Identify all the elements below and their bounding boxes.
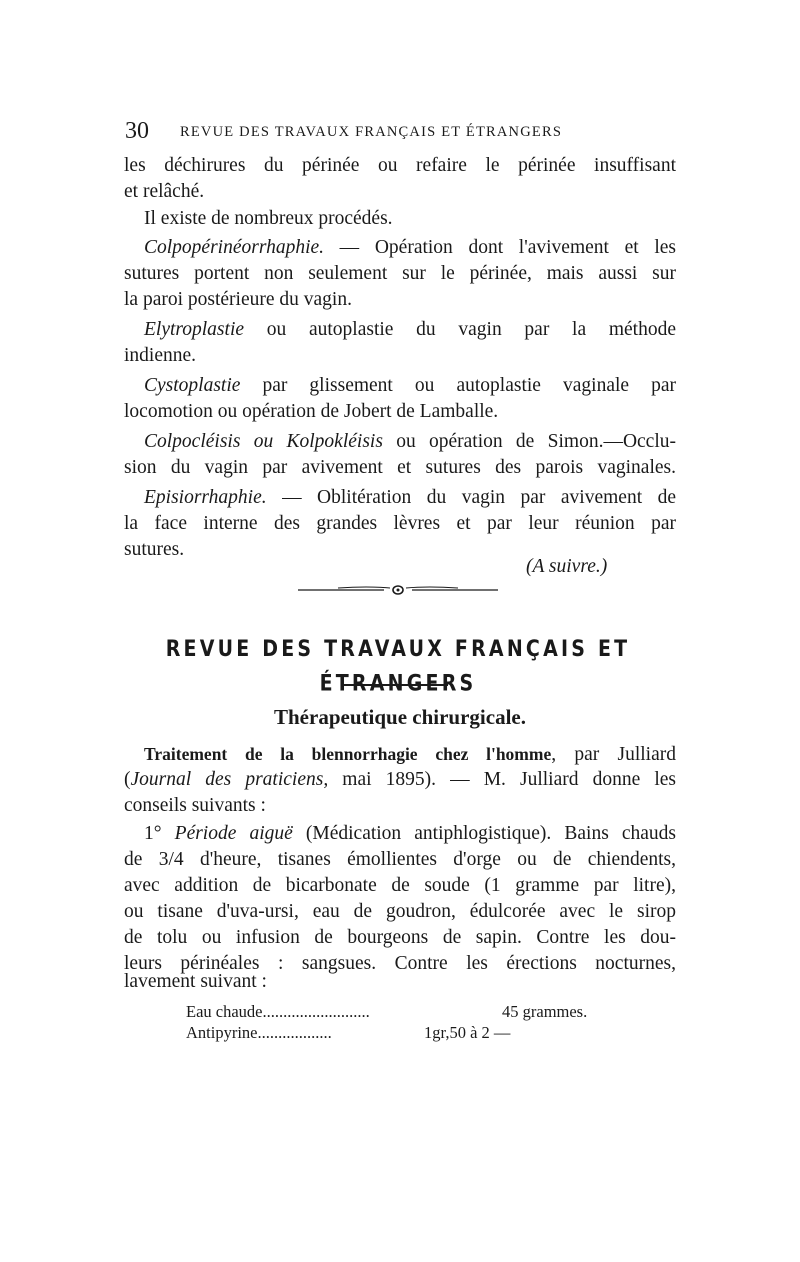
- text-line: sutures portent non seulement sur le périnée, mais aussi sur: [124, 263, 676, 284]
- term-line: Episiorrhaphie. — Oblitération du vagin par avivement de: [144, 487, 676, 508]
- ingredient-amount: 45 grammes.: [502, 1002, 588, 1021]
- term-line: Elytroplastie ou autoplastie du vagin par la méthode: [144, 319, 676, 340]
- term-periode-aigue: Période aiguë: [174, 823, 293, 844]
- subsection-title: Thérapeutique chirurgicale.: [274, 705, 526, 729]
- text-line: indienne.: [124, 345, 197, 366]
- journal-name: Journal des praticiens,: [130, 769, 329, 790]
- text-line: sutures.: [124, 539, 185, 560]
- text-line: leurs périnéales : sangsues. Contre les érections nocturnes,: [124, 953, 676, 974]
- text-line: ou tisane d'uva-ursi, eau de goudron, édulcorée avec le sirop: [124, 901, 676, 922]
- term-cystoplastie: Cystoplastie: [144, 375, 241, 396]
- prescription-row: [186, 1001, 370, 1023]
- term-colpoperineorrhaphie: Colpopérinéorrhaphie.: [144, 237, 325, 258]
- text-line: sion du vagin par avivement et sutures des parois vaginales.: [124, 457, 676, 478]
- a-suivre: (A suivre.): [526, 556, 608, 577]
- leader-dots: ..........................: [262, 1002, 370, 1021]
- article-heading-line: Traitement de la blennorrhagie chez l'homme, par Julliard: [144, 744, 676, 765]
- text-line: avec addition de bicarbonate de soude (1 gramme par litre),: [124, 875, 676, 896]
- term-line: Colpopérinéorrhaphie. — Opération dont l'avivement et les: [144, 237, 676, 258]
- text-line: les déchirures du périnée ou refaire le périnée insuffisant: [124, 155, 676, 176]
- text-line: 1° Période aiguë (Médication antiphlogistique). Bains chauds: [144, 823, 677, 844]
- article-heading: Traitement de la blennorrhagie chez l'homme: [144, 744, 552, 764]
- text-line: de tolu ou infusion de bourgeons de sapin. Contre les dou-: [124, 927, 676, 948]
- text-line: de 3/4 d'heure, tisanes émollientes d'orge ou de chiendents,: [124, 849, 676, 870]
- term-elytroplastie: Elytroplastie: [144, 319, 245, 340]
- page-number: 30: [125, 118, 149, 144]
- section-rule: [344, 684, 448, 686]
- text-line: la paroi postérieure du vagin.: [124, 289, 352, 310]
- ornament-divider: [298, 583, 498, 597]
- term-line: Cystoplastie par glissement ou autoplastie vaginale par: [144, 375, 676, 396]
- term-colpocleisis: Colpocléisis ou Kolpokléisis: [144, 431, 383, 452]
- term-line: Colpocléisis ou Kolpokléisis ou opération de Simon.—Occlu-: [144, 431, 676, 452]
- section-title: REVUE DES TRAVAUX FRANÇAIS ET ÉTRANGERS: [165, 636, 631, 697]
- leader-dots: ..................: [257, 1023, 332, 1042]
- text-line: et relâché.: [124, 181, 205, 202]
- prescription-row: [186, 1022, 332, 1044]
- text-line: lavement suivant :: [124, 971, 267, 992]
- ingredient-amount: 1gr,50 à 2 —: [424, 1023, 511, 1042]
- term-episiorrhaphie: Episiorrhaphie.: [144, 487, 267, 508]
- text-line: conseils suivants :: [124, 795, 266, 816]
- running-title: REVUE DES TRAVAUX FRANÇAIS ET ÉTRANGERS: [180, 124, 563, 140]
- text-line: (Journal des praticiens, mai 1895). — M. Julliard donne les: [124, 769, 676, 790]
- text-line: la face interne des grandes lèvres et par leur réunion par: [124, 513, 676, 534]
- running-header: [125, 118, 677, 144]
- text-line: locomotion ou opération de Jobert de Lamballe.: [124, 401, 499, 422]
- ingredient-name: Antipyrine: [186, 1023, 258, 1042]
- text-line: Il existe de nombreux procédés.: [144, 208, 393, 229]
- ingredient-name: Eau chaude: [186, 1002, 263, 1021]
